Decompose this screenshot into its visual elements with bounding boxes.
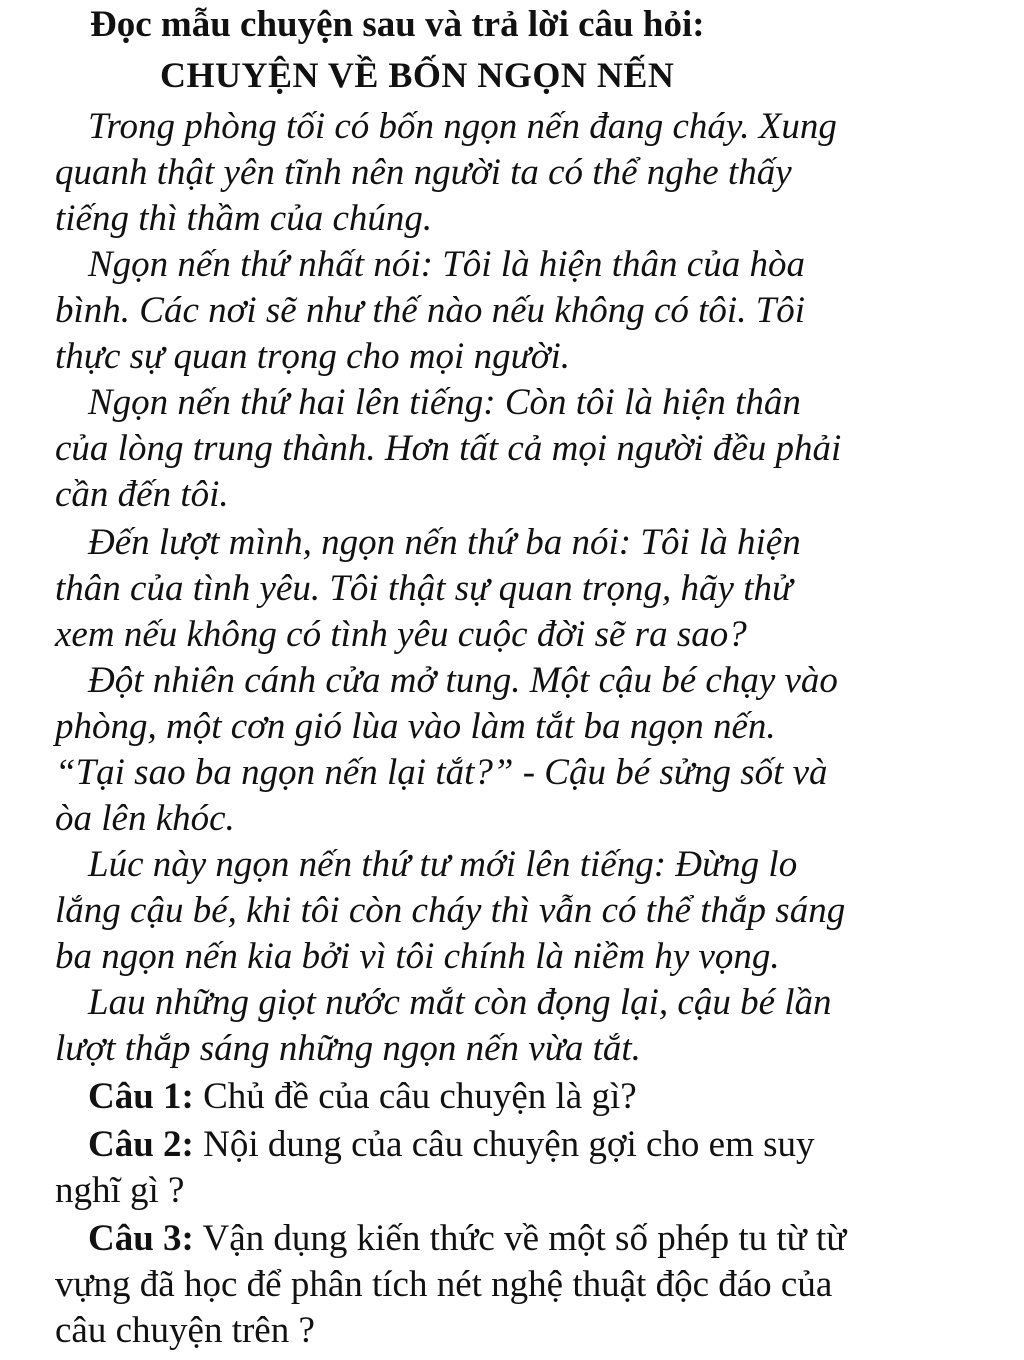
question-label: Câu 1: bbox=[88, 1076, 194, 1117]
story-title: CHUYỆN VỀ BỐN NGỌN NẾN bbox=[160, 55, 675, 95]
question-text-continued: nghĩ gì ? bbox=[55, 1170, 185, 1211]
question-text: Chủ đề của câu chuyện là gì? bbox=[203, 1076, 637, 1117]
story-line: của lòng trung thành. Hơn tất cả mọi người đều phải bbox=[55, 428, 842, 469]
story-line: Ngọn nến thứ nhất nói: Tôi là hiện thân của hòa bbox=[88, 244, 805, 285]
story-line: tiếng thì thầm của chúng. bbox=[55, 198, 433, 239]
question-text-continued: vựng đã học để phân tích nét nghệ thuật độc đáo của bbox=[55, 1264, 833, 1305]
story-line: Đến lượt mình, ngọn nến thứ ba nói: Tôi là hiện bbox=[88, 522, 801, 563]
story-line: thân của tình yêu. Tôi thật sự quan trọng, hãy thử bbox=[55, 568, 793, 609]
story-line: òa lên khóc. bbox=[55, 798, 235, 839]
question-1 bbox=[88, 1074, 637, 1120]
story-line: Đột nhiên cánh cửa mở tung. Một cậu bé chạy vào bbox=[88, 660, 838, 701]
story-line: cần đến tôi. bbox=[55, 474, 229, 515]
story-line: thực sự quan trọng cho mọi người. bbox=[55, 336, 571, 377]
story-line: xem nếu không có tình yêu cuộc đời sẽ ra sao? bbox=[55, 614, 747, 655]
story-line: ba ngọn nến kia bởi vì tôi chính là niềm hy vọng. bbox=[55, 936, 780, 977]
story-line: “Tại sao ba ngọn nến lại tắt?” - Cậu bé sửng sốt và bbox=[55, 752, 828, 793]
story-line: bình. Các nơi sẽ như thế nào nếu không có tôi. Tôi bbox=[55, 290, 806, 331]
question-label: Câu 3: bbox=[88, 1218, 194, 1259]
question-2 bbox=[88, 1122, 815, 1168]
story-line: Ngọn nến thứ hai lên tiếng: Còn tôi là hiện thân bbox=[88, 382, 801, 423]
story-line: phòng, một cơn gió lùa vào làm tắt ba ngọn nến. bbox=[55, 706, 776, 747]
story-line: Trong phòng tối có bốn ngọn nến đang cháy. Xung bbox=[88, 106, 837, 147]
instruction-heading: Đọc mẫu chuyện sau và trả lời câu hỏi: bbox=[90, 4, 705, 45]
question-text: Vận dụng kiến thức về một số phép tu từ từ bbox=[202, 1218, 847, 1259]
story-line: Lúc này ngọn nến thứ tư mới lên tiếng: Đừng lo bbox=[88, 844, 798, 885]
question-label: Câu 2: bbox=[88, 1124, 194, 1165]
story-line: lượt thắp sáng những ngọn nến vừa tắt. bbox=[55, 1028, 641, 1069]
story-line: Lau những giọt nước mắt còn đọng lại, cậu bé lần bbox=[88, 982, 832, 1023]
question-text-continued: câu chuyện trên ? bbox=[55, 1310, 315, 1351]
story-line: lắng cậu bé, khi tôi còn cháy thì vẫn có thể thắp sáng bbox=[55, 890, 846, 931]
story-line: quanh thật yên tĩnh nên người ta có thể nghe thấy bbox=[55, 152, 792, 193]
question-text: Nội dung của câu chuyện gợi cho em suy bbox=[203, 1124, 815, 1165]
question-3 bbox=[88, 1216, 846, 1262]
